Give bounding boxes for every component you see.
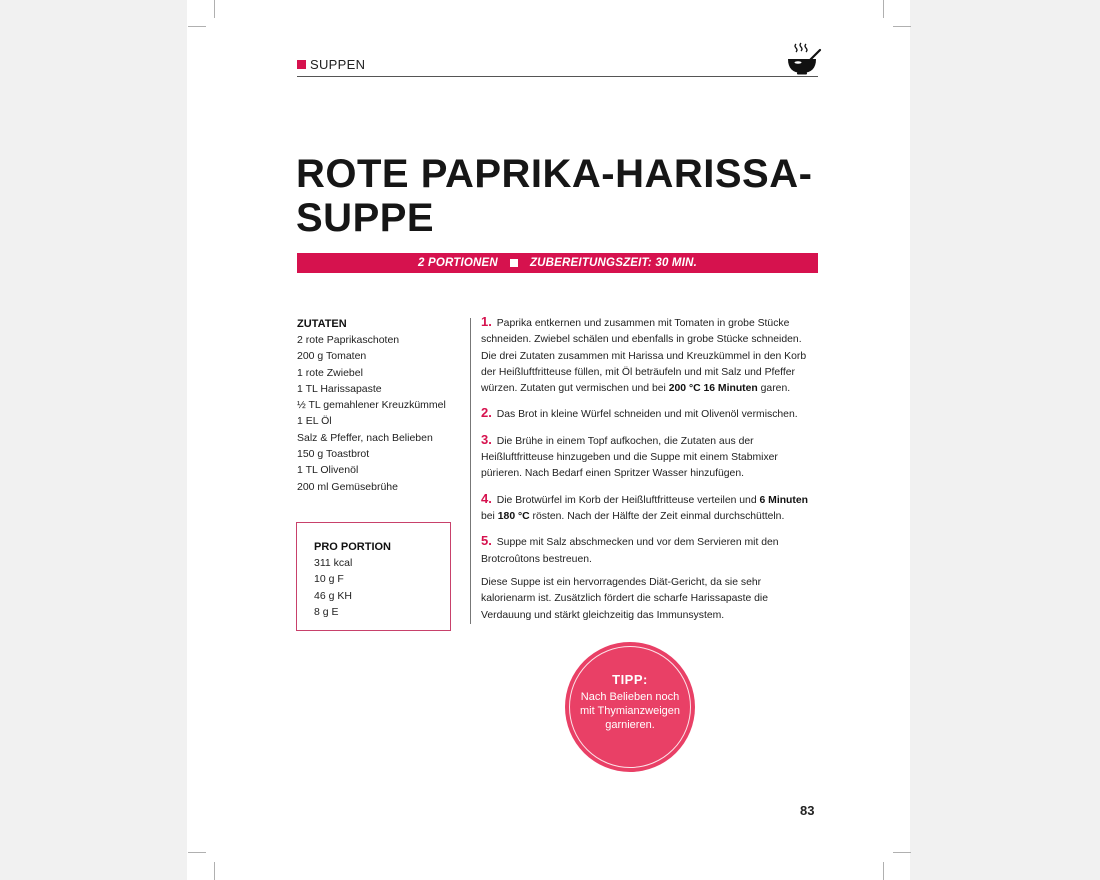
portions-label: 2 PORTIONEN (417, 257, 498, 269)
step (481, 533, 818, 568)
ingredient-item: 1 rote Zwiebel (297, 366, 363, 379)
section-marker (297, 60, 306, 69)
crop-mark (883, 862, 884, 880)
ingredients-heading: ZUTATEN (297, 318, 347, 330)
step-highlight: 6 Minuten (759, 494, 808, 506)
step-number: 1. (481, 314, 492, 329)
section-label: SUPPEN (310, 57, 366, 72)
step-text: rösten. Nach der Hälfte der Zeit einmal durchschütteln. (529, 510, 785, 522)
nutrition-list (314, 555, 450, 620)
crop-mark (214, 0, 215, 18)
step-number: 3. (481, 431, 492, 447)
step-text: Suppe mit Salz abschmecken und vor dem Servieren mit den Brotcroûtons bestreuen. (481, 537, 779, 565)
step-text: garen. (757, 383, 791, 395)
prep-time-label: ZUBEREITUNGSZEIT: 30 MIN. (529, 257, 698, 269)
ingredient-item: 150 g Toastbrot (297, 448, 370, 461)
ingredient-item: 1 TL Harissapaste (297, 382, 382, 395)
ingredients-list (297, 332, 462, 495)
nutrition-item: 10 g F (314, 573, 344, 586)
crop-mark (188, 26, 206, 27)
nutrition-box (296, 522, 451, 631)
page-number: 83 (800, 803, 815, 818)
ingredient-item: 200 ml Gemüsebrühe (297, 480, 398, 493)
tip-heading: TIPP: (612, 672, 648, 687)
step (481, 314, 818, 397)
column-divider (470, 318, 471, 624)
step-text: bei (481, 510, 498, 522)
step (481, 432, 818, 483)
tip-text: Nach Belieben noch mit Thymianzweigen garnieren. (579, 691, 681, 731)
step-number: 2. (481, 405, 492, 421)
nutrition-item: 311 kcal (314, 557, 353, 569)
info-band (297, 253, 818, 273)
step-highlight: 200 °C 16 Minuten (668, 383, 758, 395)
step-text: Paprika entkernen und zusammen mit Tomaten in grobe Stücke schneiden. Zwiebel schälen und ebenfalls in grobe Stücke schneiden. Die drei Zutaten zusammen mit Harissa und Kreuzkümmel in den Korb der Heißluftfritteuse füllen, mit Öl beträufeln und mit Salz und Pfeffer würzen. Zutaten gut vermischen und bei (481, 318, 807, 395)
step (481, 405, 818, 423)
recipe-title-line2: SUPPE (296, 196, 435, 240)
ingredient-item: 2 rote Paprikaschoten (297, 334, 400, 346)
step-text: Das Brot in kleine Würfel schneiden und mit Olivenöl vermischen. (496, 409, 798, 421)
soup-bowl-icon (786, 41, 822, 75)
nutrition-item: 8 g E (314, 605, 339, 618)
crop-mark (893, 26, 911, 27)
step-number: 5. (481, 533, 492, 549)
recipe-note: Diese Suppe ist ein hervorragendes Diät-Gericht, da sie sehr kalorienarm ist. Zusätzlich fördert die scharfe Harissapaste die Verdauung und stärkt gleichzeitig das Immunsystem. (481, 577, 769, 621)
nutrition-item: 46 g KH (314, 589, 352, 602)
ingredient-item: 200 g Tomaten (297, 350, 367, 363)
ingredient-item: Salz & Pfeffer, nach Belieben (297, 431, 433, 444)
crop-mark (188, 852, 206, 853)
recipe-title (296, 152, 816, 240)
ingredients-block (297, 316, 462, 495)
crop-mark (883, 0, 884, 18)
crop-mark (214, 862, 215, 880)
tip-badge (566, 643, 694, 771)
ingredient-item: 1 EL Öl (297, 415, 332, 428)
step-text: Die Brotwürfel im Korb der Heißluftfritteuse verteilen und (496, 494, 760, 506)
step-number: 4. (481, 490, 492, 506)
nutrition-heading: PRO PORTION (314, 541, 392, 553)
recipe-title-line1: ROTE PAPRIKA-HARISSA- (296, 152, 813, 196)
band-separator (510, 259, 518, 267)
section-header (297, 57, 365, 72)
crop-mark (893, 852, 911, 853)
step-highlight: 180 °C (497, 510, 530, 522)
ingredient-item: ½ TL gemahlener Kreuzkümmel (297, 399, 446, 412)
step (481, 491, 818, 526)
step-text: Die Brühe in einem Topf aufkochen, die Zutaten aus der Heißluftfritteuse hinzugeben und die Suppe mit einem Stabmixer pürieren. Nach Bedarf einen Spritzer Wasser hinzufügen. (481, 435, 778, 480)
ingredient-item: 1 TL Olivenöl (297, 464, 359, 477)
header-rule (297, 76, 818, 77)
instructions (481, 314, 818, 576)
